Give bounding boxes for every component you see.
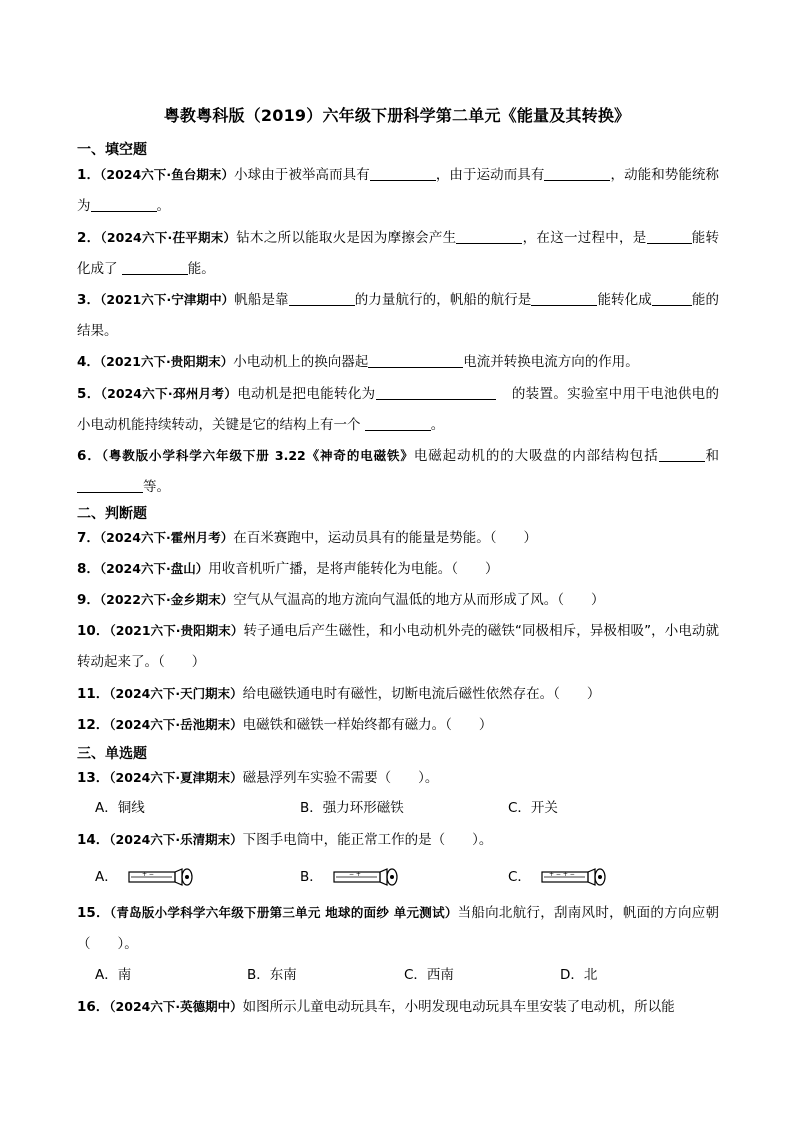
question-text: ，动能和势能统称为: [77, 167, 720, 214]
question-source: （2021六下·宁津期中）: [100, 292, 235, 307]
question-text: 磁悬浮列车实验不需要（ ）。: [242, 770, 439, 786]
answer-blank[interactable]: [368, 351, 463, 368]
question-15: [77, 897, 719, 960]
question-number: 9．: [77, 592, 100, 608]
question-text: ，由于运动而具有: [435, 167, 545, 183]
question-source: （2024六下·盘山）: [99, 561, 209, 576]
question-source: （2021六下·贵阳期末）: [109, 623, 244, 638]
flashlight-image-a: [128, 867, 194, 887]
question-text: 能的结果。: [77, 292, 720, 339]
question-16: [77, 991, 719, 1023]
option-b[interactable]: B．强力环形磁铁: [300, 800, 404, 816]
question-number: 2．: [77, 230, 101, 246]
option-c[interactable]: C．西南: [404, 967, 454, 983]
flashlight-image-c: [541, 867, 607, 887]
answer-blank[interactable]: [531, 289, 597, 306]
question-3: [77, 284, 719, 347]
question-source: （2022六下·金乡期末）: [99, 592, 234, 607]
answer-blank[interactable]: [370, 164, 436, 181]
answer-blank[interactable]: [289, 289, 355, 306]
question-text: ，在这一过程中，是: [522, 230, 647, 246]
answer-blank[interactable]: [544, 164, 610, 181]
question-number: 13．: [77, 770, 110, 786]
question-text: 等。: [143, 479, 170, 495]
option-c[interactable]: C．开关: [508, 800, 558, 816]
svg-text:+ − + −: + − + −: [549, 871, 576, 878]
question-number: 1．: [77, 167, 101, 183]
section-heading-true-false: 二、判断题: [77, 506, 147, 522]
question-source: （2024六下·邳州月考）: [100, 386, 238, 401]
question-text: 的装置。实验室中用干电池供电的小电动机能持续转动，关键是它的结构上有一个: [77, 386, 720, 433]
question-number: 12．: [77, 717, 110, 733]
answer-blank[interactable]: [456, 227, 522, 244]
question-14: [77, 824, 719, 856]
question-10: [77, 615, 719, 678]
section-heading-fill-in: 一、填空题: [77, 142, 147, 158]
option-label: C．: [508, 869, 531, 885]
question-6: [77, 440, 719, 503]
question-text: 在百米赛跑中，运动员具有的能量是势能。（ ）: [233, 530, 537, 546]
question-text: 小球由于被举高而具有: [234, 167, 370, 183]
question-text: 电磁铁和磁铁一样始终都有磁力。（ ）: [242, 717, 493, 733]
question-source: （2024六下·乐清期末）: [109, 832, 243, 847]
question-source: （2024六下·茌平期末）: [100, 230, 237, 245]
question-7: [77, 522, 719, 554]
answer-blank[interactable]: [365, 414, 431, 431]
question-source: （2021六下·贵阳期末）: [99, 354, 234, 369]
question-text: 转子通电后产生磁性，和小电动机外壳的磁铁“同极相斥，异极相吸”，小电动就转动起来了。（ ）: [77, 623, 719, 670]
question-text: 能转化成了: [77, 230, 720, 277]
question-source: （青岛版小学科学六年级下册第三单元 地球的面纱 单元测试）: [109, 905, 458, 920]
question-text: 。: [430, 417, 445, 433]
question-text: 用收音机听广播，是将声能转化为电能。（ ）: [208, 561, 499, 577]
answer-blank[interactable]: [122, 258, 188, 275]
question-text: 给电磁铁通电时有磁性，切断电流后磁性依然存在。（ ）: [242, 686, 601, 702]
option-label: B．: [300, 869, 323, 885]
answer-blank[interactable]: [77, 476, 143, 493]
question-text: 当船向北航行，刮南风时，帆面的方向应朝（ ）。: [77, 905, 719, 952]
svg-text:+ −: + −: [142, 871, 155, 878]
question-number: 16．: [77, 999, 110, 1015]
question-source: （粤教版小学科学六年级下册 3.22《神奇的电磁铁》: [101, 448, 414, 463]
answer-blank[interactable]: [91, 195, 157, 212]
answer-blank[interactable]: [376, 383, 496, 400]
question-text: 的力量航行的，帆船的航行是: [354, 292, 532, 308]
question-text: 如图所示儿童电动玩具车，小明发现电动玩具车里安装了电动机，所以能: [242, 999, 675, 1015]
svg-text:− +: − +: [349, 871, 362, 878]
page-title: 粤教粤科版（2019）六年级下册科学第二单元《能量及其转换》: [163, 106, 631, 125]
question-text: 能转化成: [597, 292, 652, 308]
question-13: [77, 762, 719, 794]
question-text: 空气从气温高的地方流向气温低的地方从而形成了风。（ ）: [233, 592, 605, 608]
question-number: 14．: [77, 832, 110, 848]
question-4: [77, 346, 719, 378]
question-text: 电动机是把电能转化为: [237, 386, 376, 402]
answer-blank[interactable]: [647, 227, 692, 244]
question-number: 10．: [77, 623, 110, 639]
option-c[interactable]: [508, 867, 607, 887]
option-d[interactable]: D．北: [560, 967, 598, 983]
question-source: （2024六下·鱼台期末）: [100, 167, 235, 182]
question-number: 5．: [77, 386, 101, 402]
question-1: [77, 159, 719, 222]
question-text: 和: [704, 448, 720, 464]
question-5: [77, 378, 719, 441]
question-text: 小电动机上的换向器起: [233, 354, 369, 370]
question-9: [77, 584, 719, 616]
question-source: （2024六下·岳池期末）: [109, 717, 243, 732]
question-11: [77, 678, 719, 710]
question-source: （2024六下·霍州月考）: [99, 530, 234, 545]
question-text: 电磁起动机的的大吸盘的内部结构包括: [413, 448, 659, 464]
question-number: 4．: [77, 354, 100, 370]
question-number: 7．: [77, 530, 100, 546]
question-text: 。: [156, 198, 170, 214]
question-number: 8．: [77, 561, 100, 577]
question-text: 能。: [187, 261, 215, 277]
question-number: 6．: [77, 448, 102, 464]
answer-blank[interactable]: [659, 445, 705, 462]
question-2: [77, 222, 719, 285]
question-source: （2024六下·天门期末）: [109, 686, 243, 701]
option-a[interactable]: A．南: [95, 967, 132, 983]
option-label: A．: [95, 869, 118, 885]
question-text: 下图手电筒中，能正常工作的是（ ）。: [242, 832, 493, 848]
option-a[interactable]: A．铜线: [95, 800, 145, 816]
answer-blank[interactable]: [652, 289, 692, 306]
question-12: [77, 709, 719, 741]
option-a[interactable]: [95, 867, 194, 887]
question-number: 3．: [77, 292, 101, 308]
flashlight-image-b: [333, 867, 399, 887]
question-number: 11．: [77, 686, 110, 702]
question-text: 钻木之所以能取火是因为摩擦会产生: [236, 230, 457, 246]
question-number: 15．: [77, 905, 110, 921]
question-8: [77, 553, 719, 585]
question-text: 电流并转换电流方向的作用。: [463, 354, 639, 370]
question-text: 帆船是靠: [234, 292, 289, 308]
option-b[interactable]: B．东南: [247, 967, 297, 983]
section-heading-single-choice: 三、单选题: [77, 746, 147, 762]
option-b[interactable]: [300, 867, 399, 887]
question-source: （2024六下·夏津期末）: [109, 770, 243, 785]
question-source: （2024六下·英德期中）: [109, 999, 243, 1014]
